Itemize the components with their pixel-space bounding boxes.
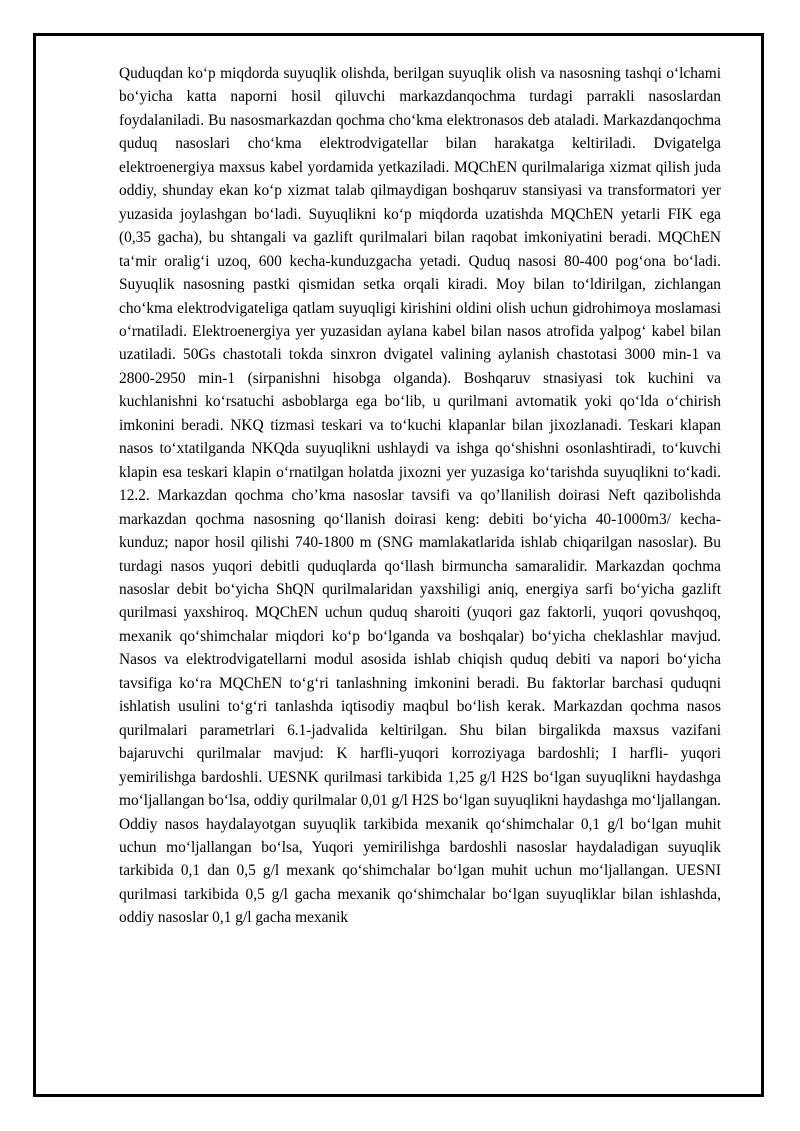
page-border-frame	[33, 33, 764, 1097]
document-body-paragraph: Quduqdan koʻp miqdorda suyuqlik olishda, berilgan suyuqlik olish va nasosning tashqi oʻlchami boʻyicha katta naporni hosil qiluvchi markazdanqochma turdagi parrakli nasoslardan foydalaniladi. Bu nasosmarkazdan qochma choʻkma elektronasos deb ataladi. Markazdanqochma quduq nasoslari choʻkma elektrodvigatellar bilan harakatga keltiriladi. Dvigatelga elektroenergiya maxsus kabel yordamida yetkaziladi. MQChEN qurilmalariga xizmat qilish juda oddiy, shunday ekan koʻp xizmat talab qilmaydigan boshqaruv stansiyasi va transformatori yer yuzasida joylashgan boʻladi. Suyuqlikni koʻp miqdorda uzatishda MQChEN yetarli FIK ega (0,35 gacha), bu shtangali va gazlift qurilmalari bilan raqobat imkoniyatini beradi. MQChEN taʻmir oraligʻi uzoq, 600 kecha-kunduzgacha yetadi. Quduq nasosi 80-400 pogʻona boʻladi. Suyuqlik nasosning pastki qismidan setka orqali kiradi. Moy bilan toʻldirilgan, zichlangan choʻkma elektrodvigateliga qatlam suyuqligi kirishini oldini olish uchun gidrohimoya moslamasi oʻrnatiladi. Elektroenergiya yer yuzasidan aylana kabel bilan nasos atrofida yalpogʻ kabel bilan uzatiladi. 50Gs chastotali tokda sinxron dvigatel valining aylanish chastotasi 3000 min-1 va 2800-2950 min-1 (sirpanishni hisobga olganda). Boshqaruv stnasiyasi tok kuchini va kuchlanishni koʻrsatuchi asboblarga ega boʻlib, u qurilmani avtomatik yoki qoʻlda oʻchirish imkonini beradi. NKQ tizmasi teskari va toʻkuchi klapanlar bilan jixozlanadi. Teskari klapan nasos toʻxtatilganda NKQda suyuqlikni ushlaydi va ishga qoʻshishni osonlashtiradi, toʻkuvchi klapin esa teskari klapin oʻrnatilgan holatda jixozni yer yuzasiga koʻtarishda suyuqlikni toʻkadi. 12.2. Markazdan qochma cho’kma nasoslar tavsifi va qo’llanilish doirasi Neft qazibolishda markazdan qochma nasosning qoʻllanish doirasi keng: debiti boʻyicha 40-1000m3/ kecha-kunduz; napor hosil qilishi 740-1800 m (SNG mamlakatlarida ishlab chiqarilgan nasoslar). Bu turdagi nasos yuqori debitli quduqlarda qoʻllash birmuncha samaralidir. Markazdan qochma nasoslar debit boʻyicha ShQN qurilmalaridan yaxshiligi aniq, energiya sarfi boʻyicha gazlift qurilmasi yaxshiroq. MQChEN uchun quduq sharoiti (yuqori gaz faktorli, yuqori qovushqoq, mexanik qoʻshimchalar miqdori koʻp boʻlganda va boshqalar) boʻyicha cheklashlar mavjud. Nasos va elektrodvigatellarni modul asosida ishlab chiqish quduq debiti va napori boʻyicha tavsifiga koʻra MQChEN toʻgʻri tanlashning imkonini beradi. Bu faktorlar barchasi quduqni ishlatish usulini toʻgʻri tanlashda iqtisodiy maqbul boʻlish kerak. Markazdan qochma nasos qurilmalari parametrlari 6.1-jadvalida keltirilgan. Shu bilan birgalikda maxsus vazifani bajaruvchi qurilmalar mavjud: K harfli-yuqori korroziyaga bardoshli; I harfli- yuqori yemirilishga bardoshli. UESNK qurilmasi tarkibida 1,25 g/l H2S boʻlgan suyuqlikni haydashga moʻljallangan boʻlsa, oddiy qurilmalar 0,01 g/l H2S boʻlgan suyuqlikni haydashga moʻljallangan. Oddiy nasos haydalayotgan suyuqlik tarkibida mexanik qoʻshimchalar 0,1 g/l boʻlgan muhit uchun moʻljallangan boʻlsa, Yuqori yemirilishga bardoshli nasoslar haydaladigan suyuqlik tarkibida 0,1 dan 0,5 g/l mexank qoʻshimchalar boʻlgan muhit uchun moʻljallangan. UESNI qurilmasi tarkibida 0,5 g/l gacha mexanik qoʻshimchalar boʻlgan suyuqliklar bilan ishlashda, oddiy nasoslar 0,1 g/l gacha mexanik	[119, 65, 721, 927]
